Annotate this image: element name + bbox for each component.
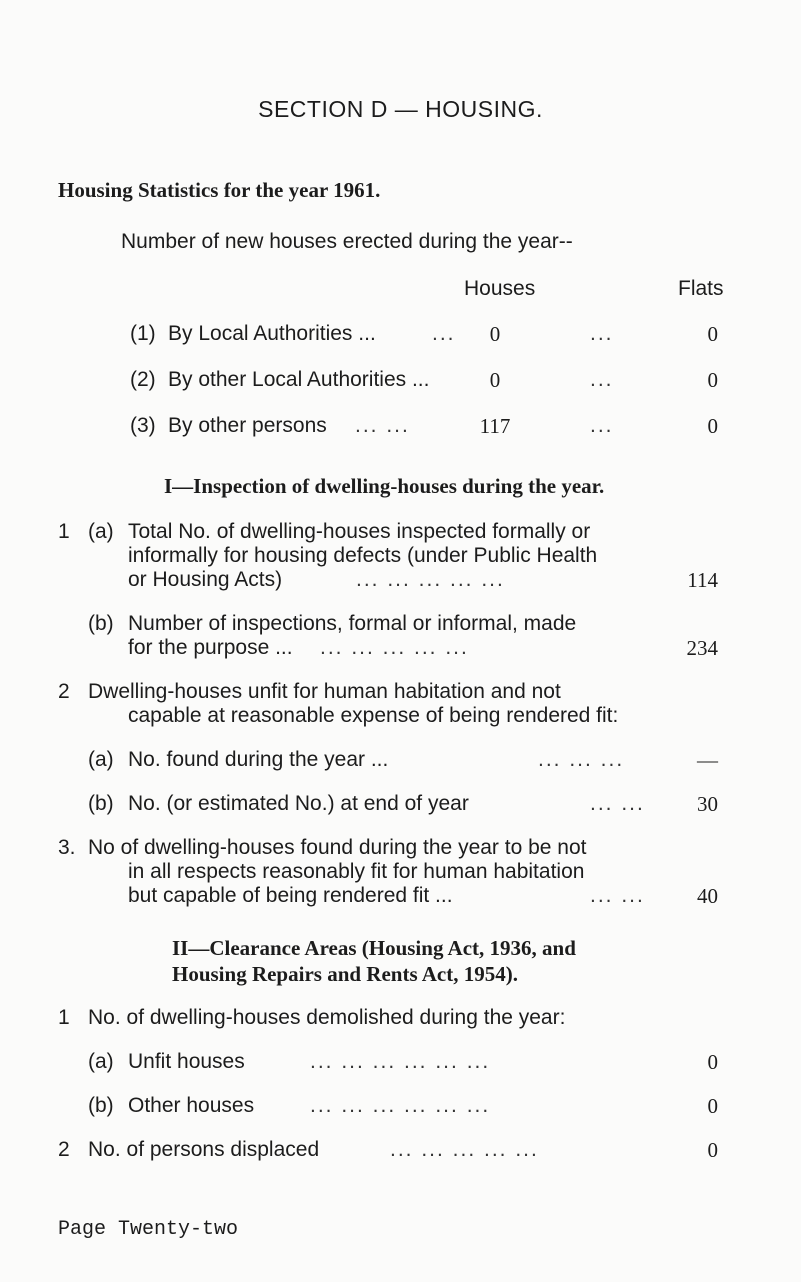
row-leader: ... ... bbox=[590, 884, 645, 907]
item-number: 1 bbox=[58, 520, 70, 543]
item-text: or Housing Acts) bbox=[128, 568, 283, 591]
row-number: (2) bbox=[130, 368, 156, 391]
col-header-flats: Flats bbox=[678, 277, 724, 300]
item-text: but capable of being rendered fit ... bbox=[128, 884, 453, 907]
item-sub-label: (b) bbox=[88, 792, 114, 815]
item-number: 2 bbox=[58, 1138, 70, 1161]
item-value: 0 bbox=[707, 1094, 718, 1118]
row-label: By Local Authorities ... bbox=[168, 322, 376, 345]
flats-value: 0 bbox=[707, 414, 718, 438]
section-title: SECTION D — HOUSING. bbox=[258, 96, 543, 122]
item-sub-label: (a) bbox=[88, 1050, 114, 1073]
item-text: capable at reasonable expense of being rendered fit: bbox=[128, 704, 619, 727]
item-text: No. of dwelling-houses demolished during the year: bbox=[88, 1006, 566, 1029]
houses-value: 117 bbox=[479, 414, 511, 438]
item-text: No. of persons displaced bbox=[88, 1138, 320, 1161]
row-leader: ... bbox=[590, 322, 614, 345]
item-value: 234 bbox=[686, 636, 718, 660]
flats-value: 0 bbox=[707, 368, 718, 392]
row-leader: ... bbox=[432, 322, 456, 345]
item-text: Total No. of dwelling-houses inspected formally or bbox=[128, 520, 591, 543]
section-2-heading-line-2: Housing Repairs and Rents Act, 1954). bbox=[172, 962, 518, 986]
col-header-houses: Houses bbox=[464, 277, 536, 300]
row-leader: ... ... ... ... ... ... bbox=[310, 1050, 491, 1073]
row-label: By other Local Authorities ... bbox=[168, 368, 430, 391]
item-number: 1 bbox=[58, 1006, 70, 1029]
row-leader: ... ... ... bbox=[538, 748, 625, 771]
item-sub-label: (a) bbox=[88, 520, 114, 543]
item-text: Other houses bbox=[128, 1094, 255, 1117]
row-leader: ... ... bbox=[355, 414, 410, 437]
item-text: No. found during the year ... bbox=[128, 748, 389, 771]
section-1-heading: I—Inspection of dwelling-houses during the year. bbox=[164, 474, 605, 498]
item-value: 114 bbox=[687, 568, 718, 592]
item-value: 0 bbox=[707, 1138, 718, 1162]
item-text: No of dwelling-houses found during the year to be not bbox=[88, 836, 587, 859]
item-sub-label: (a) bbox=[88, 748, 114, 771]
item-sub-label: (b) bbox=[88, 612, 114, 635]
item-text: informally for housing defects (under Public Health bbox=[128, 544, 598, 567]
row-label: By other persons bbox=[168, 414, 327, 437]
item-text: Dwelling-houses unfit for human habitation and not bbox=[88, 680, 561, 703]
row-number: (3) bbox=[130, 414, 156, 437]
item-text: for the purpose ... bbox=[128, 636, 293, 659]
item-text: No. (or estimated No.) at end of year bbox=[128, 792, 469, 815]
row-leader: ... bbox=[590, 368, 614, 391]
item-value: 30 bbox=[697, 792, 718, 816]
item-text: Number of inspections, formal or informal, made bbox=[128, 612, 577, 635]
item-value: 0 bbox=[707, 1050, 718, 1074]
new-houses-intro: Number of new houses erected during the year-- bbox=[121, 230, 573, 253]
row-leader: ... ... ... ... ... ... bbox=[310, 1094, 491, 1117]
item-number: 2 bbox=[58, 680, 70, 703]
houses-value: 0 bbox=[489, 368, 501, 392]
row-leader: ... ... ... ... ... bbox=[390, 1138, 539, 1161]
item-sub-label: (b) bbox=[88, 1094, 114, 1117]
flats-value: 0 bbox=[707, 322, 718, 346]
row-number: (1) bbox=[130, 322, 156, 345]
row-leader: ... ... bbox=[590, 792, 645, 815]
row-leader: ... ... ... ... ... bbox=[320, 636, 469, 659]
item-value: — bbox=[697, 748, 718, 772]
row-leader: ... ... ... ... ... bbox=[356, 568, 505, 591]
row-leader: ... bbox=[590, 414, 614, 437]
stats-heading: Housing Statistics for the year 1961. bbox=[58, 178, 381, 202]
houses-value: 0 bbox=[489, 322, 501, 346]
item-text: in all respects reasonably fit for human habitation bbox=[128, 860, 585, 883]
item-number: 3. bbox=[58, 836, 76, 859]
item-value: 40 bbox=[697, 884, 718, 908]
section-2-heading: II—Clearance Areas (Housing Act, 1936, and bbox=[172, 936, 576, 960]
page-footer: Page Twenty-two bbox=[58, 1218, 239, 1241]
item-text: Unfit houses bbox=[128, 1050, 245, 1073]
